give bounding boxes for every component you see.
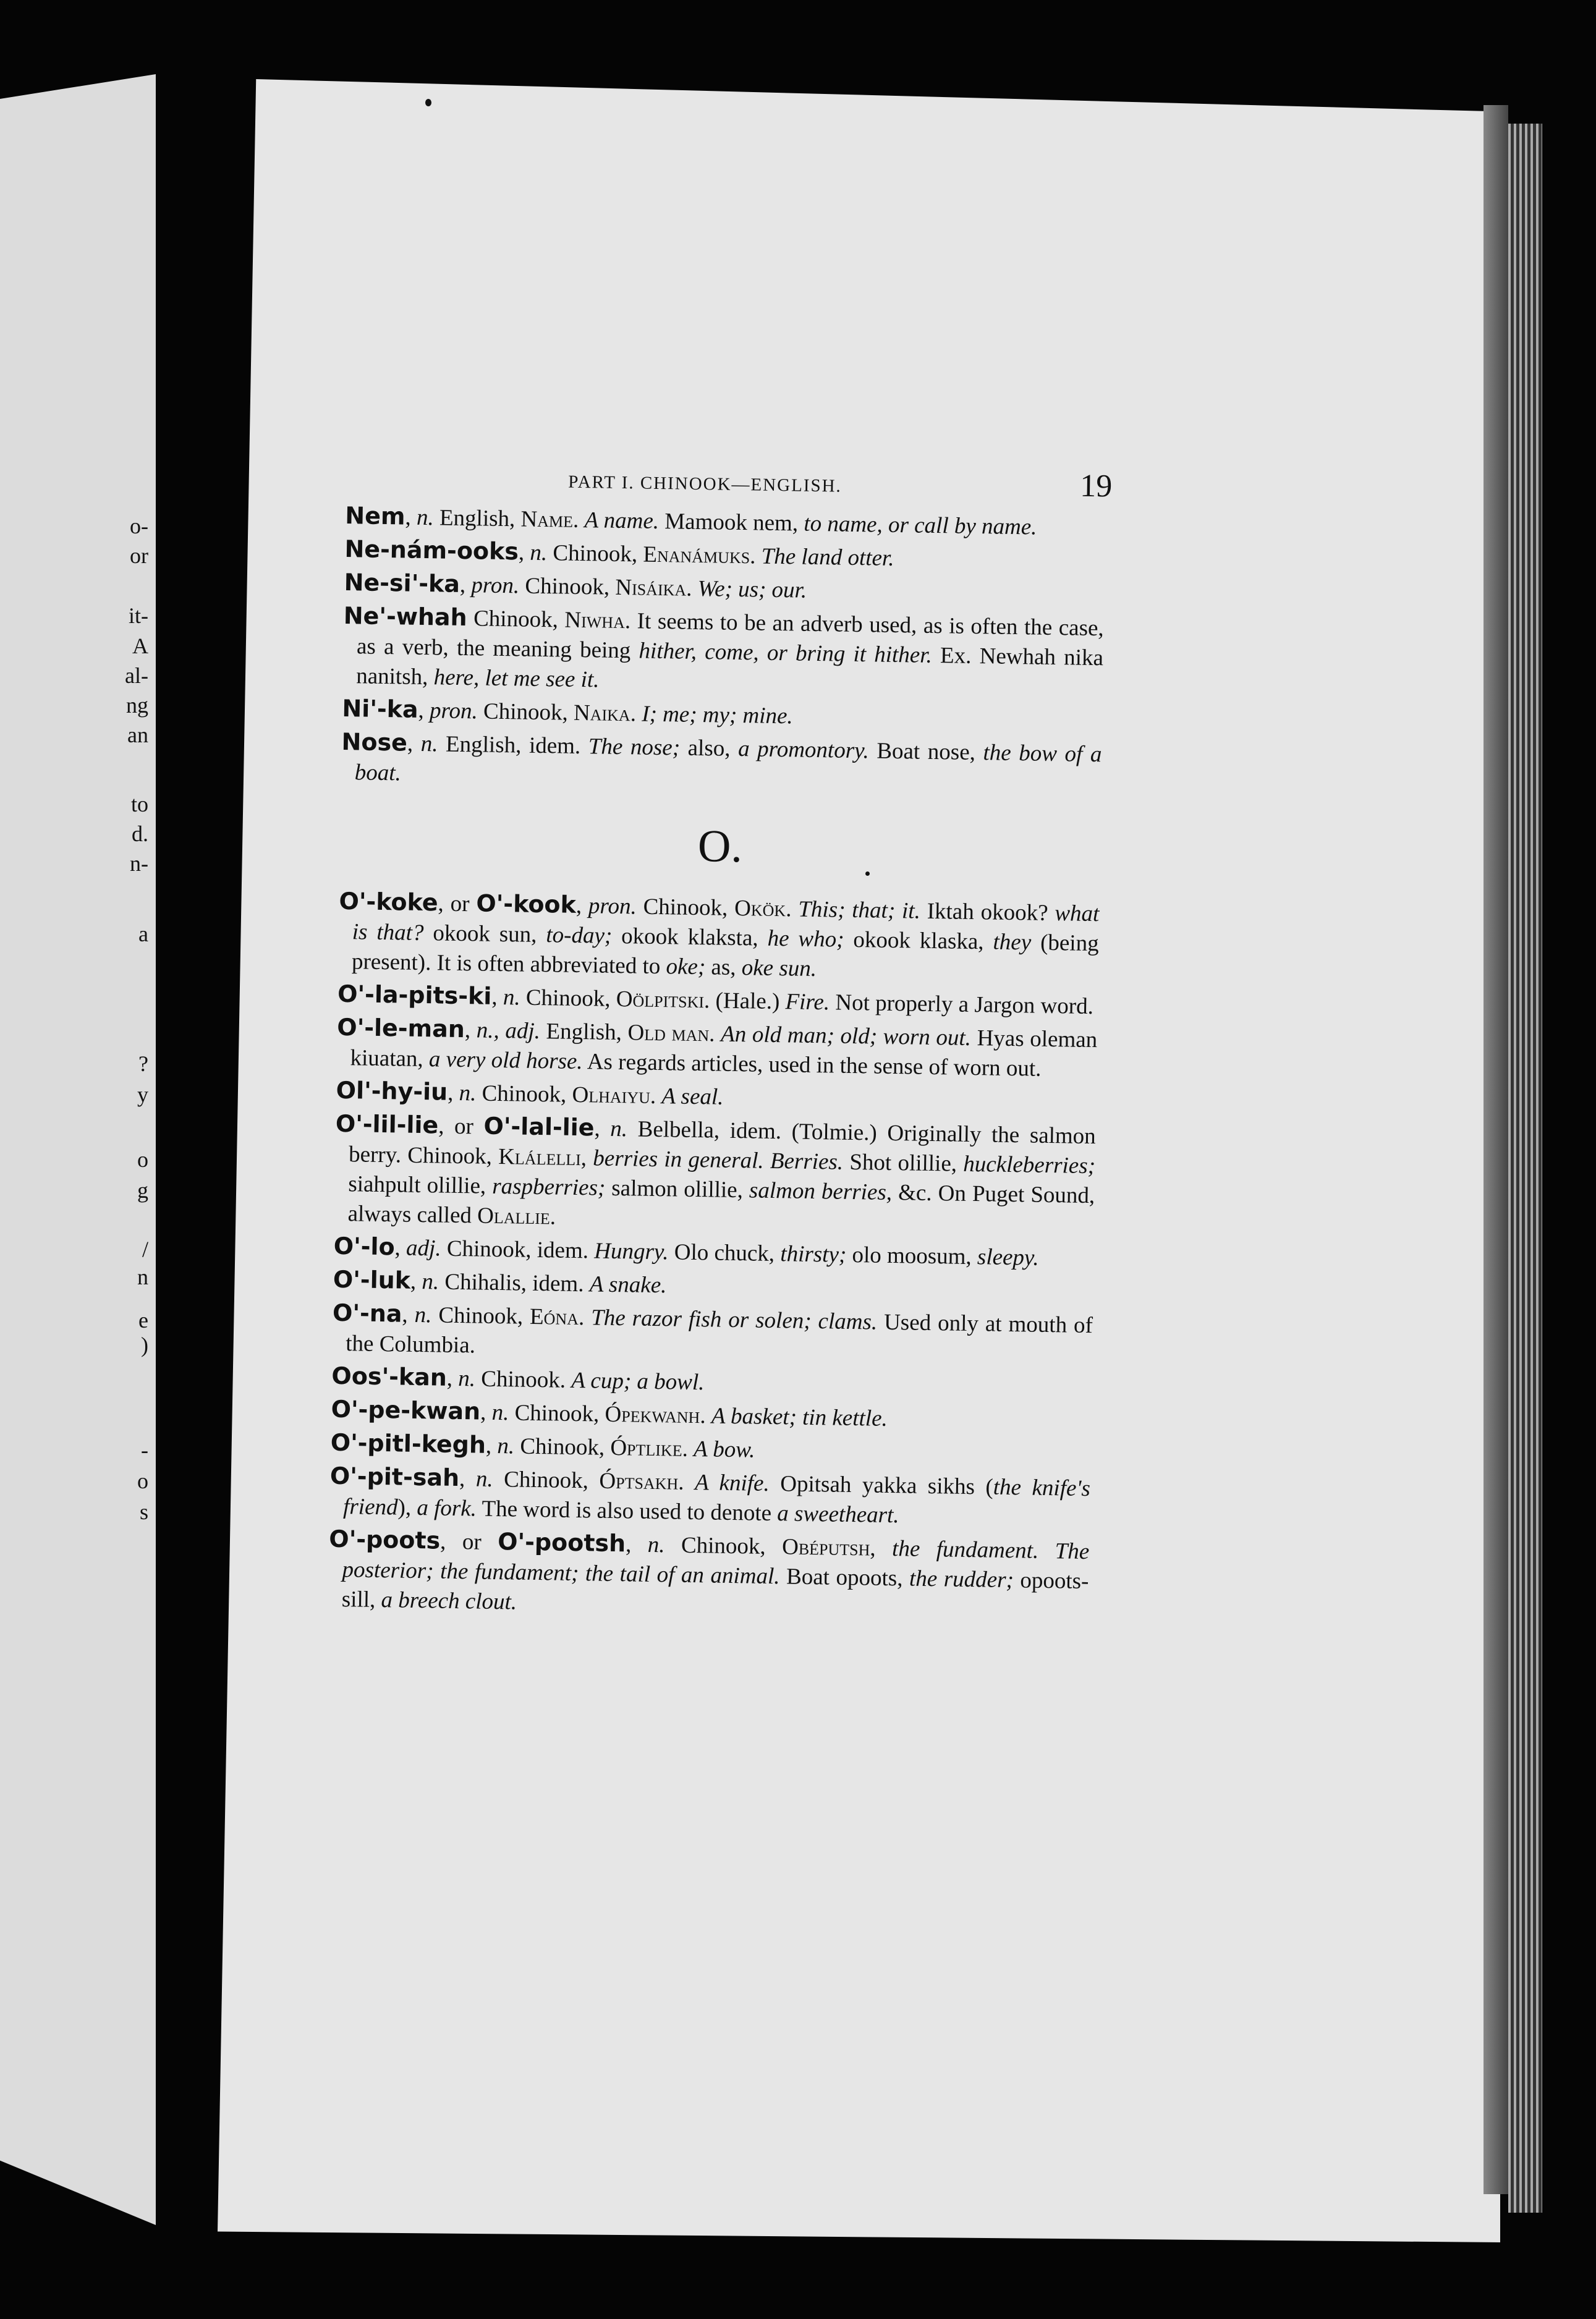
entry-grammar: pron. [429,698,478,724]
left-fragment-text: s [139,1499,148,1524]
left-fragment-text: A [132,634,148,658]
entry-text: Ex. Newhah nika nanitsh, [355,643,1104,690]
entry-text: (Hale.) [710,988,786,1015]
entry-italic-text: n. [610,1116,628,1142]
entry-headword: O'-lil-lie [335,1109,439,1139]
entry-definition: I; me; my; mine. [641,701,794,729]
entry-headword: O'-pe-kwan [331,1395,481,1425]
entry-source-word: Óptsakh. [599,1468,684,1495]
entry-text: Chinook, [431,1302,530,1329]
entry-text: okook klaksta, [611,923,768,951]
entry-text: Chinook, idem. [441,1236,595,1264]
left-fragment-text: an [127,723,148,747]
entry-headword: O'-pit-sah [329,1462,460,1492]
entry-headword: O'-lal-lie [483,1112,595,1142]
entry-italic-text: n. [503,985,520,1011]
left-fragment-text: y [137,1082,148,1107]
entry-text: Chinook, [476,1080,572,1108]
entry-text: (being present). It is often abbreviated to [351,930,1099,980]
left-fragment-text: n [137,1265,148,1289]
entry-text: , [447,1080,459,1106]
entry-source-word: Ópekwanh. [605,1401,706,1429]
entry-text: Boat nose, [877,738,976,766]
entry-text: also, [687,735,731,761]
entry-text: Hyas oleman kiuatan, [350,1025,1098,1072]
entry-text: , [459,1466,477,1492]
entry-italic-text: a sweetheart. [777,1501,899,1528]
left-fragment-text: al- [125,663,148,688]
dictionary-entry: Ne-nám-ooks, n. Chinook, Enanámuks. The land otter. [344,535,894,571]
entry-text: Boat opoots, [779,1564,910,1592]
entry-headword: Ol'-hy-iu [336,1076,448,1106]
entry-text: , [480,1399,492,1425]
entry-text: Iktah okook? [920,898,1055,926]
entry-italic-text: what is that? [352,901,1100,946]
dictionary-entry [342,601,1104,703]
entry-source-word: Eóna. [529,1304,585,1331]
entry-text: Chinook. [475,1366,572,1393]
entry-source-word: Okök. [734,895,792,922]
entry-italic-text: The razor fish or solen; clams. [590,1305,878,1335]
entry-italic-text: n. [422,1269,439,1295]
entry-text: Chihalis, idem. [438,1269,590,1297]
entry-italic-text: n. [475,1466,493,1492]
dictionary-entries-o [328,886,1099,1626]
entry-italic-text: the knife's friend [342,1474,1091,1520]
entry-source: English, [439,505,516,532]
entry-headword: O'-la-pits-ki [337,980,492,1010]
entry-source: Chinook, [473,606,559,633]
entry-italic-text: A basket; tin kettle. [711,1403,888,1431]
entry-headword: Oos'-kan [331,1362,448,1391]
entry-text: , or [438,1113,484,1140]
entry-source-word: Olallie. [477,1203,556,1230]
entry-italic-text: n. [414,1302,432,1328]
entry-headword: O'-kook [476,889,577,918]
left-fragment-text: a [138,922,148,946]
left-fragment-text: / [142,1237,148,1261]
entry-italic-text: sleepy. [977,1244,1039,1271]
entry-source: English, idem. [445,731,581,760]
entry-headword: O'-koke [339,887,438,917]
entry-headword: O'-na [332,1299,402,1328]
dictionary-entry: Nose, n. English, idem. The nose; also, a promontory. Boat nose, the bow of a boat. [341,727,1102,786]
entry-italic-text: a breech clout. [381,1587,517,1615]
entry-italic-text: Fire. [785,989,830,1015]
entry-text: as, [705,954,742,981]
entry-headword: Ni'-ka [342,694,418,723]
entry-text: Chinook, [520,985,617,1012]
entry-source-word: Klálelli, [498,1144,587,1171]
entry-text: , [594,1116,611,1142]
entry-headword: O'-luk [333,1265,411,1294]
entry-italic-text: salmon berries, [749,1177,893,1206]
entry-grammar: n. [530,540,548,566]
ink-speck [425,99,431,106]
entry-italic-text: huckleberries; [962,1151,1096,1179]
entry-source-word: Name. [520,506,579,533]
entry-italic-text: n. [459,1080,477,1106]
running-head-title: PART I. CHINOOK—ENGLISH. [568,472,843,496]
entry-source-word: Olhaiyu. [572,1082,656,1109]
entry-text: Chinook, [514,1433,611,1461]
entry-source-word: Oölpitski. [616,986,710,1014]
entry-grammar: n. [416,504,435,531]
entry-italic-text: oke sun. [741,955,817,982]
entry-text [684,1470,695,1495]
entry-italic-text: n. [458,1366,476,1392]
left-fragment-text: e [138,1308,148,1333]
dictionary-entries-n [341,501,1105,799]
dictionary-entry [332,1298,1093,1370]
entry-headword: O'-pootsh [497,1528,626,1558]
entry-source-word: Old man. [627,1020,715,1047]
entry-text: &c. On Puget Sound, always called [347,1180,1095,1229]
entry-text: Shot olillie, [843,1149,964,1177]
entry-italic-text: Hungry. [593,1238,669,1265]
entry-text: , [575,892,589,919]
entry-text: Opitsah yakka sikhs ( [769,1470,994,1500]
entry-definition: The nose; [588,734,681,761]
left-fragment-text: it- [129,603,148,628]
entry-headword: Nose [341,727,408,757]
left-fragment-text: o [137,1469,148,1493]
entry-grammar: n. [420,731,438,757]
entry-text: Used only at mouth of the Columbia. [346,1309,1093,1359]
entry-definition: hither, come, or bring it hither. [639,638,933,668]
entry-text: , [446,1365,459,1392]
entry-text: okook sun, [423,920,546,948]
entry-definition: a promontory. [737,736,870,764]
left-fragment-text: o- [130,514,148,538]
left-fragment-text: g [137,1178,148,1203]
entry-text: , [485,1433,498,1459]
entry-italic-text: n. [647,1532,665,1558]
entry-text: , or [439,1528,498,1556]
entry-text [875,1536,892,1561]
entry-italic-text: they [993,929,1032,956]
entry-text: olo moosum, [846,1242,978,1270]
entry-text: As regards articles, used in the sense of worn out. [582,1049,1042,1082]
entry-definition: The land otter. [761,543,894,571]
dictionary-entry [329,1461,1090,1533]
entry-italic-text: n., adj. [476,1017,541,1045]
left-fragment-text: to [130,792,148,816]
letter-heading: O. [697,821,743,873]
entry-text [791,896,799,922]
left-fragment-text: n- [130,851,148,876]
dictionary-entry [336,1012,1097,1085]
entry-text: , [402,1302,415,1328]
entry-definition: here, let me see it. [433,664,600,693]
entry-italic-text: n. [491,1399,509,1426]
entry-headword: O'-le-man [337,1013,465,1043]
left-fragment-text: - [141,1438,148,1462]
entry-italic-text: the rudder; [909,1566,1014,1593]
entry-text: , [394,1235,407,1261]
left-fragment-text: ng [126,693,148,718]
entry-italic-text: a very old horse. [428,1046,583,1075]
entry-italic-text: the fundament. The posterior; the fundament; the tail of an animal. [342,1536,1090,1590]
entry-headword: Ne-si'-ka [344,568,461,598]
entry-italic-text: This; that; it. [798,896,921,924]
entry-text: Chinook, [509,1400,605,1427]
entry-italic-text: A snake. [589,1271,667,1299]
dictionary-entry [338,886,1100,988]
left-fragment-text: ) [141,1333,148,1357]
entry-italic-text: A knife. [694,1470,770,1496]
entry-italic-text: An old man; old; worn out. [720,1021,972,1051]
entry-text: , or [438,891,477,917]
page-number: 19 [1079,468,1113,504]
entry-headword: Nem [345,501,405,530]
entry-source-word: Obéputsh, [781,1534,877,1561]
entry-source-word: Óptlike. [610,1435,689,1462]
entry-definition: to name, or call by name. [804,511,1037,540]
dictionary-entry [328,1524,1089,1626]
entry-text: Belbella, idem. (Tolmie.) Originally the salmon berry. Chinook, [348,1116,1097,1170]
entry-source: Chinook, [525,573,610,600]
entry-italic-text: oke; [666,954,706,980]
left-fragment-text: o [137,1147,148,1172]
entry-italic-text: he who; [767,925,844,952]
entry-italic-text: adj. [405,1235,441,1261]
dictionary-entry: Ni'-ka, pron. Chinook, Naika. I; me; my; mine. [342,694,794,729]
entry-definition: the bow of a boat. [354,740,1102,786]
entry-text: , [410,1268,422,1295]
entry-italic-text: A cup; a bowl. [571,1367,705,1396]
entry-italic-text: pron. [588,893,637,920]
entry-italic-text: berries in general. Berries. [593,1145,844,1175]
page-edge-stack [1508,124,1542,2213]
ink-speck [865,871,870,876]
entry-italic-text: n. [497,1433,515,1459]
entry-source-word: Enanámuks. [643,541,756,569]
entry-grammar: pron. [471,572,520,599]
entry-italic-text: a fork. [417,1495,477,1522]
entry-text: siahpult olillie, [348,1171,493,1199]
entry-text: ), [397,1494,417,1521]
entry-text: Mamook nem, [664,509,799,536]
entry-source-word: Naika. [573,700,637,727]
entry-headword: O'-pitl-kegh [330,1428,486,1459]
entry-headword: O'-lo [333,1232,395,1261]
entry-italic-text: raspberries; [491,1173,606,1201]
dictionary-entry: Ne-si'-ka, pron. Chinook, Nisáika. We; us; our. [344,568,807,603]
entry-source: Chinook, [483,698,569,726]
entry-text: The word is also used to denote [476,1496,778,1527]
entry-italic-text: thirsty; [780,1241,847,1268]
entry-source: Chinook, [553,540,638,567]
entry-text: okook klaska, [844,926,993,955]
entry-headword: Ne'-whah [343,601,467,632]
entry-text: Chinook, [636,894,735,921]
entry-text: English, [540,1019,628,1046]
entry-definition: We; us; our. [697,575,807,603]
entry-headword: Ne-nám-ooks [344,535,519,566]
entry-text: , [491,984,504,1011]
entry-source-word: Niwha. [564,607,631,634]
left-fragment-text: d. [132,821,148,846]
entry-text: , [625,1532,648,1558]
entry-source-word: Nisáika. [615,574,692,601]
left-fragment-text: ? [138,1051,148,1076]
entry-text: Olo chuck, [668,1239,781,1267]
left-fragment-text: or [130,543,148,568]
entry-italic-text: A bow. [693,1436,755,1463]
entry-text: opoots-sill, [341,1567,1089,1613]
entry-text: Chinook, [493,1466,600,1494]
dictionary-entry [334,1109,1096,1240]
entry-italic-text: to-day; [546,922,613,949]
entry-definition: A name. [584,507,660,534]
entry-text: , [464,1017,477,1043]
entry-text: salmon olillie, [605,1175,750,1203]
entry-text: It seems to be an adverb used, as is often the case, as a verb, the meaning being [356,608,1105,664]
dictionary-entry: Nem, n. English, Name. A name. Mamook nem, to name, or call by name. [345,501,1037,540]
entry-text: Chinook, [664,1532,783,1560]
entry-text: Not properly a Jargon word. [829,990,1094,1020]
entry-italic-text: A seal. [661,1083,724,1110]
page-shadow [1484,105,1508,2194]
entry-headword: O'-poots [329,1525,441,1554]
page-content [328,451,1113,1629]
